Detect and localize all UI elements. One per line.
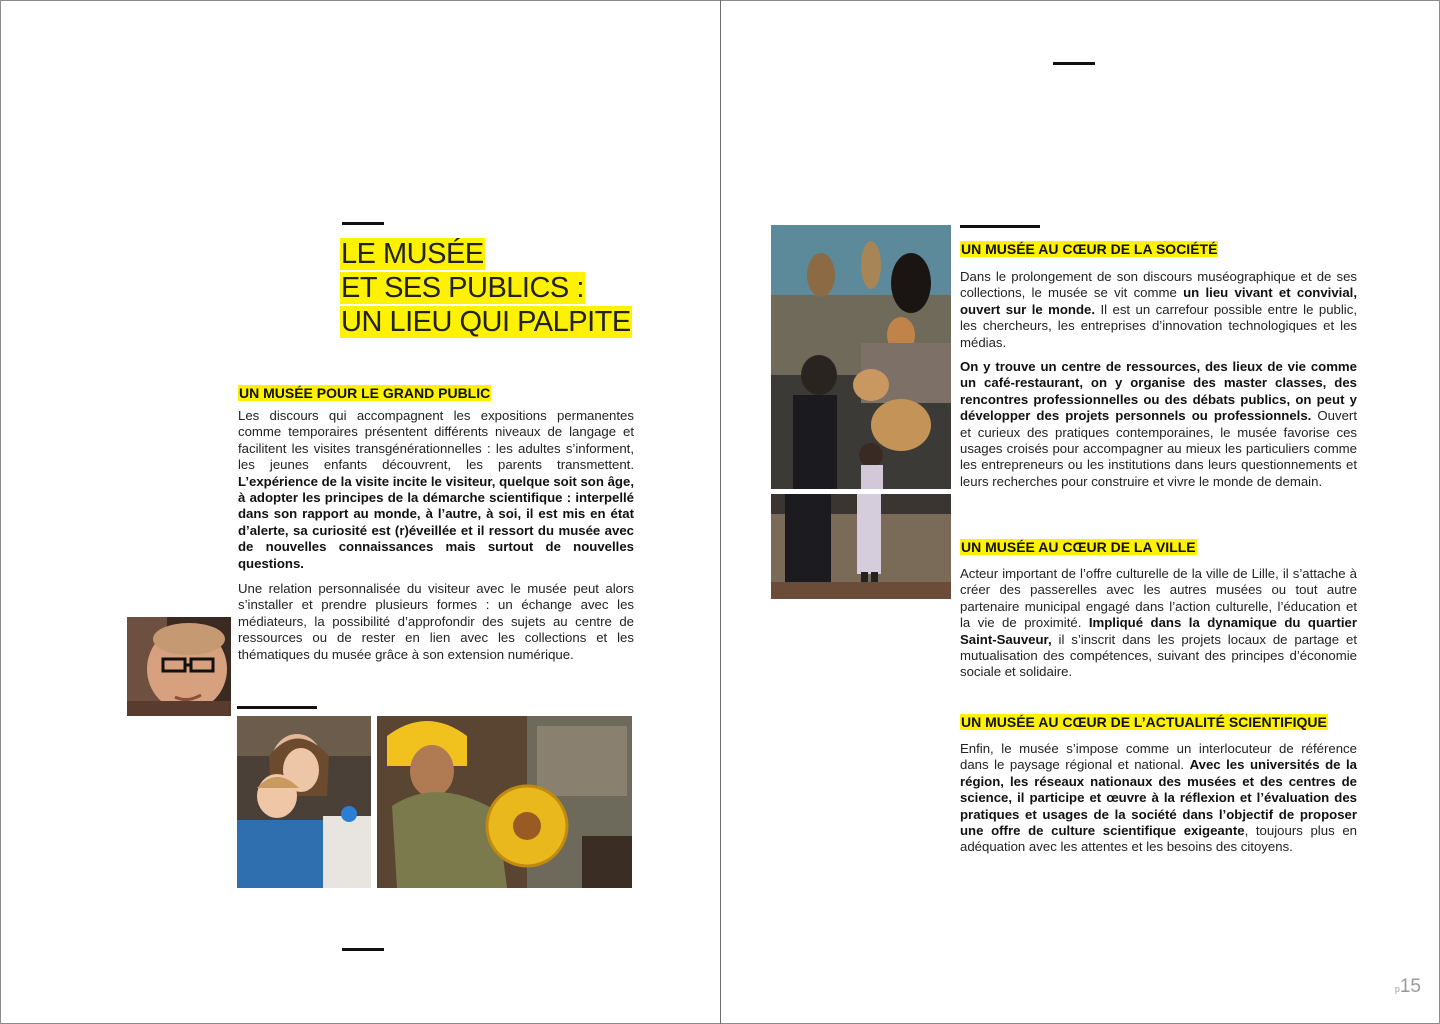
- paragraph-text: Enfin, le musée s’impose comme un interlocuteur de référence dans le paysage régional et national.: [960, 741, 1357, 773]
- paragraph-text: Les discours qui accompagnent les expositions permanentes comme temporaires présentent différents niveaux de langage et facilitent les visites transgénérationnelles : les adultes s’informent, les jeunes enfants découvrent, les parents transmettent.: [238, 408, 634, 473]
- paragraph-bold-text: L’expérience de la visite incite le visiteur, quelque soit son âge, à adopter les principes de la démarche scientifique : interpellé dans son rapport au monde, à l’autre, à soi, il est mis en état d’alerte, sa curiosité est (r)éveillée et il ressort du musée avec de nouvelles connaissances mais surtout de nouvelles questions.: [238, 473, 634, 571]
- bottom-rule: [342, 948, 384, 951]
- title-line-1: LE MUSÉE: [341, 238, 484, 270]
- section-title-ville: [960, 538, 1197, 557]
- paragraph-bold-text: un lieu vivant et convivial, ouvert sur le monde.: [960, 285, 1357, 317]
- paragraph-text: Dans le prolongement de son discours muséographique et de ses collections, le musée se vit comme: [960, 269, 1357, 301]
- right-section-rule: [960, 225, 1040, 228]
- visitor-headdress-photo: [377, 716, 632, 888]
- paragraph-bold-text: On y trouve un centre de ressources, des lieux de vie comme un café-restaurant, on y organise des master classes, des rencontres professionnelles ou des débats publics, on peut y développer des projets personnels ou professionnels.: [960, 359, 1357, 424]
- paragraph-text: Une relation personnalisée du visiteur avec le musée peut alors s’installer et prendre plusieurs formes : un échange avec les médiateurs, la possibilité d’approfondir des sujets au centre de ressources ou de rester en lien avec les collections et les thématiques du musée grâce à son extension numérique.: [238, 581, 634, 662]
- museum-gallery-photo-lower: [771, 494, 951, 599]
- section-title-text: UN MUSÉE AU CŒUR DE LA VILLE: [961, 539, 1196, 555]
- section-title-text: UN MUSÉE POUR LE GRAND PUBLIC: [239, 385, 491, 401]
- paragraph-bold-text: Avec les universités de la région, les réseaux nationaux des musées et des centres de science, il participe et œuvre à la réflexion et l’évaluation des pratiques et usages de la société dans l’objectif de proposer une offre de culture scientifique exigeante: [960, 757, 1358, 839]
- paragraph-text: , toujours plus en adéquation avec les attentes et les besoins des citoyens.: [960, 823, 1358, 855]
- section-title-actualite: [960, 713, 1328, 732]
- section-title-text: UN MUSÉE AU CŒUR DE L’ACTUALITÉ SCIENTIFIQUE: [961, 714, 1327, 730]
- museum-gallery-photo: [771, 225, 951, 489]
- paragraph-actualite: [960, 741, 1357, 856]
- top-rule: [1053, 62, 1095, 65]
- paragraph-ville: [960, 566, 1357, 681]
- title-line-3: UN LIEU QUI PALPITE: [341, 306, 631, 338]
- title-line-2: ET SES PUBLICS :: [341, 272, 584, 304]
- paragraph-grand-public-1: [238, 408, 634, 572]
- paragraph-societe-1: [960, 269, 1357, 351]
- paragraph-societe-2: [960, 359, 1357, 490]
- paragraph-text: Ouvert et curieux des pratiques contemporaines, le musée favorise ces usages croisés pour accompagner au mieux les particuliers comme les entrepreneurs ou les institutions dans leurs questionnements et leurs recherches pour construire et vivre le monde de demain.: [960, 408, 1357, 489]
- paragraph-text: il s’inscrit dans les projets locaux de partage et mutualisation des compétences, suivant des principes d’économie sociale et solidaire.: [960, 631, 1357, 680]
- photos-rule: [237, 706, 317, 709]
- title-rule: [342, 222, 384, 225]
- portrait-photo: [127, 617, 231, 716]
- spread-spine: [720, 0, 721, 1024]
- section-title-societe: [960, 240, 1218, 259]
- page-number-prefix: p: [1394, 984, 1400, 994]
- paragraph-bold-text: Impliqué dans la dynamique du quartier Saint-Sauveur,: [960, 615, 1358, 647]
- children-photo: [237, 716, 371, 888]
- page-number-value: 15: [1399, 976, 1421, 997]
- page-title: [340, 237, 640, 339]
- page-number: [1395, 976, 1421, 998]
- paragraph-text: Acteur important de l’offre culturelle de la ville de Lille, il s’attache à créer des passerelles avec les autres musées ou tout autre partenaire municipal engagé dans l’action culturelle, l’éducation et la vie de proximité.: [960, 566, 1357, 631]
- section-title-text: UN MUSÉE AU CŒUR DE LA SOCIÉTÉ: [961, 241, 1218, 257]
- paragraph-grand-public-2: [238, 581, 634, 663]
- paragraph-text: Il est un carrefour possible entre le public, les chercheurs, les entreprises d’innovation technologiques et les médias.: [960, 301, 1357, 350]
- section-title-grand-public: [238, 384, 491, 403]
